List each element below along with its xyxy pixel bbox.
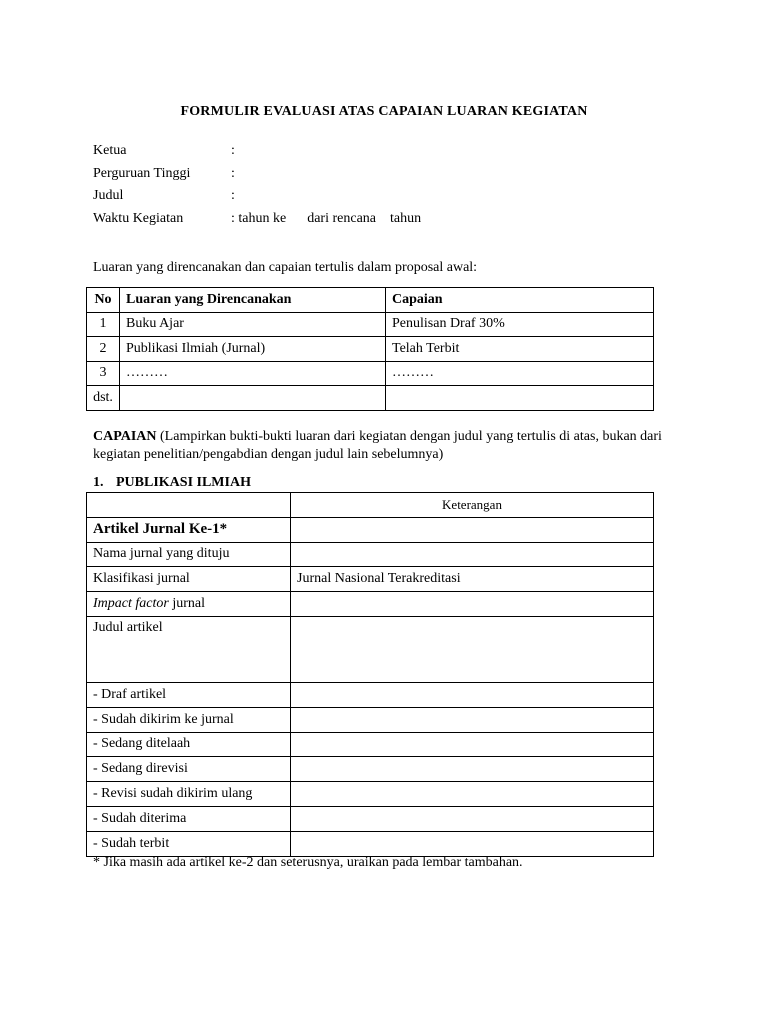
table-row: [87, 517, 654, 542]
table-row: [87, 567, 654, 592]
value-cell: [291, 592, 654, 617]
value-cell: [291, 831, 654, 856]
table-header-row: [87, 288, 654, 313]
cell-luaran: ………: [120, 361, 386, 386]
section-number: 1.: [93, 475, 104, 490]
info-label: Ketua: [93, 143, 127, 158]
value-cell: [291, 707, 654, 732]
cell-no: 3: [87, 361, 120, 386]
info-value: :: [231, 188, 235, 203]
info-row-perguruan-tinggi: [93, 165, 421, 188]
value-cell: [291, 542, 654, 567]
value-cell: [291, 757, 654, 782]
status-diterima: - Sudah diterima: [87, 806, 291, 831]
value-cell: [291, 616, 654, 682]
table-row: [87, 732, 654, 757]
value-cell: [291, 682, 654, 707]
table-row: [87, 312, 654, 337]
info-value: :: [231, 143, 235, 158]
table-row: [87, 707, 654, 732]
table-row: [87, 616, 654, 682]
cell-capaian: [386, 386, 654, 411]
info-row-judul: [93, 187, 421, 210]
table-header-row: [87, 493, 654, 518]
table-row: [87, 806, 654, 831]
capaian-heading: CAPAIAN: [93, 429, 157, 444]
impact-factor-rest: jurnal: [168, 596, 205, 612]
cell-capaian: ………: [386, 361, 654, 386]
table-row: [87, 757, 654, 782]
value-cell: [291, 782, 654, 807]
table-row: [87, 361, 654, 386]
status-revisi-dikirim: - Revisi sudah dikirim ulang: [87, 782, 291, 807]
table-row: [87, 592, 654, 617]
info-row-ketua: [93, 142, 421, 165]
cell-luaran: [120, 386, 386, 411]
cell-no: 2: [87, 337, 120, 362]
luaran-table: [86, 287, 654, 411]
table-row: [87, 337, 654, 362]
publikasi-table: [86, 492, 654, 857]
table-row: [87, 542, 654, 567]
value-klasifikasi: Jurnal Nasional Terakreditasi: [291, 567, 654, 592]
info-value: : tahun ke dari rencana tahun: [231, 210, 422, 226]
cell-luaran: Publikasi Ilmiah (Jurnal): [120, 337, 386, 362]
section-title: PUBLIKASI ILMIAH: [116, 475, 251, 490]
table-row: [87, 782, 654, 807]
label-klasifikasi: Klasifikasi jurnal: [87, 567, 291, 592]
value-cell: [291, 806, 654, 831]
cell-capaian: Telah Terbit: [386, 337, 654, 362]
footnote: * Jika masih ada artikel ke-2 dan seterusnya, uraikan pada lembar tambahan.: [93, 855, 523, 870]
header-keterangan: Keterangan: [291, 493, 654, 518]
impact-factor-italic: Impact factor: [93, 596, 169, 612]
info-label: Waktu Kegiatan: [93, 210, 184, 226]
table-row: [87, 831, 654, 856]
table-row: [87, 386, 654, 411]
status-direvisi: - Sedang direvisi: [87, 757, 291, 782]
value-cell: [291, 732, 654, 757]
value-cell: [291, 517, 654, 542]
info-row-waktu-kegiatan: [93, 210, 421, 233]
status-ditelaah: - Sedang ditelaah: [87, 732, 291, 757]
cell-no: 1: [87, 312, 120, 337]
status-dikirim: - Sudah dikirim ke jurnal: [87, 707, 291, 732]
info-value: :: [231, 165, 235, 181]
capaian-text: (Lampirkan bukti-bukti luaran dari kegiatan dengan judul yang tertulis di atas, bukan dari kegiatan penelitian/pengabdian dengan judul lain sebelumnya): [93, 429, 662, 462]
status-terbit: - Sudah terbit: [87, 831, 291, 856]
label-judul-artikel: Judul artikel: [87, 616, 291, 682]
intro-text: Luaran yang direncanakan dan capaian tertulis dalam proposal awal:: [93, 260, 478, 275]
cell-no: dst.: [87, 386, 120, 411]
status-draf: - Draf artikel: [87, 682, 291, 707]
artikel-title: Artikel Jurnal Ke-1*: [87, 517, 291, 542]
info-label: Perguruan Tinggi: [93, 165, 191, 181]
form-title: FORMULIR EVALUASI ATAS CAPAIAN LUARAN KEGIATAN: [180, 104, 588, 119]
header-empty-cell: [87, 493, 291, 518]
table-row: [87, 682, 654, 707]
cell-luaran: Buku Ajar: [120, 312, 386, 337]
section-heading: [93, 475, 251, 491]
label-impact-factor: [87, 592, 291, 617]
header-no: No: [87, 288, 120, 313]
label-nama-jurnal: Nama jurnal yang dituju: [87, 542, 291, 567]
info-block: [93, 142, 421, 232]
cell-capaian: Penulisan Draf 30%: [386, 312, 654, 337]
info-label: Judul: [93, 188, 124, 203]
header-capaian: Capaian: [386, 288, 654, 313]
header-luaran: Luaran yang Direncanakan: [120, 288, 386, 313]
capaian-paragraph: [93, 428, 663, 464]
